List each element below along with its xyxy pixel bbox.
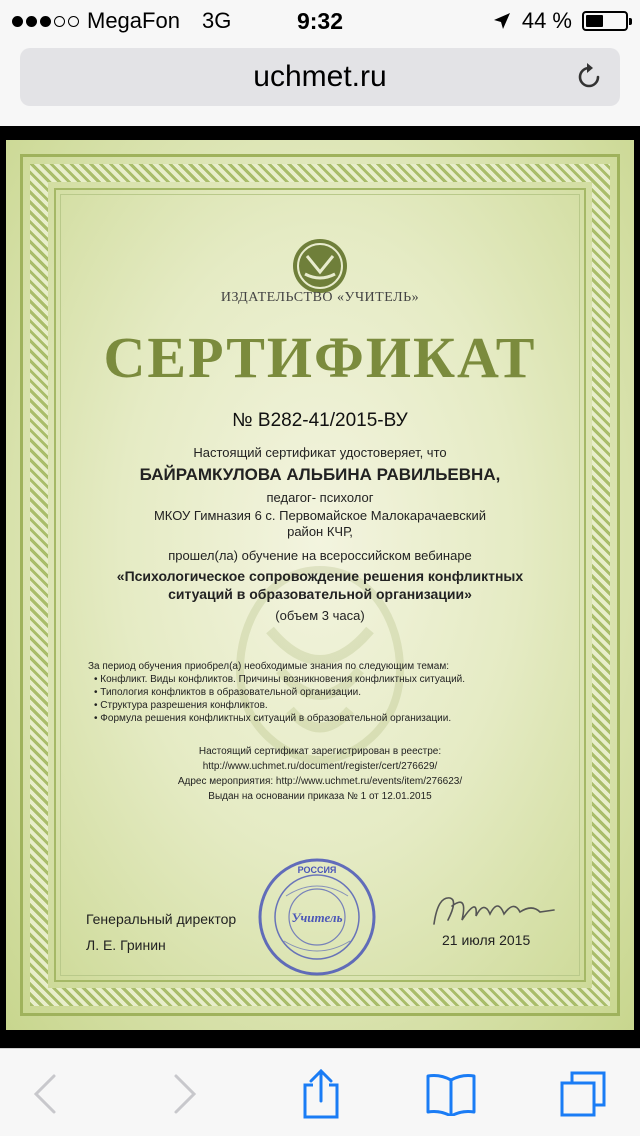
- registration-info: [6, 744, 634, 804]
- bookmarks-icon: [424, 1072, 478, 1116]
- register-url: http://www.uchmet.ru/document/register/cert/276629/: [202, 761, 438, 772]
- bookmarks-button[interactable]: [424, 1067, 478, 1121]
- forward-button[interactable]: [158, 1067, 212, 1121]
- back-button[interactable]: [18, 1067, 72, 1121]
- course-hours: (объем 3 часа): [275, 608, 365, 623]
- topic-item: • Типология конфликтов в образовательной организации.: [88, 686, 568, 699]
- signature-icon: [428, 886, 558, 936]
- address-bar[interactable]: [20, 48, 620, 106]
- share-icon: [299, 1067, 343, 1121]
- battery-percent: 44 %: [521, 8, 572, 33]
- network-type: 3G: [201, 8, 232, 33]
- recipient-organization-line2: район КЧР,: [287, 524, 353, 539]
- stamp-center-text: Учитель: [291, 910, 343, 925]
- director-name: Л. Е. Гринин: [86, 937, 166, 953]
- clock: 9:32: [296, 8, 344, 34]
- status-bar: [0, 0, 640, 40]
- topic-item: • Структура разрешения конфликтов.: [88, 699, 568, 712]
- certificate-number: № В282-41/2015-ВУ: [232, 410, 408, 431]
- course-title-line2: ситуаций в образовательной организации»: [168, 586, 472, 602]
- recipient-organization: МКОУ Гимназия 6 с. Первомайское Малокарачаевский: [153, 508, 487, 523]
- director-title: Генеральный директор: [86, 911, 237, 927]
- location-arrow-icon: [492, 11, 512, 31]
- tabs-button[interactable]: [556, 1067, 610, 1121]
- certifies-text: Настоящий сертификат удостоверяет, что: [193, 445, 447, 460]
- completed-text: прошел(ла) обучение на всероссийском вебинаре: [168, 548, 472, 563]
- registered-text: Настоящий сертификат зарегистрирован в реестре:: [198, 746, 442, 757]
- battery-icon: [582, 11, 628, 31]
- publisher-logo-icon: [290, 236, 350, 296]
- topics-intro: За период обучения приобрел(а) необходимые знания по следующим темам:: [88, 661, 449, 672]
- course-title: «Психологическое сопровождение решения конфликтных: [116, 568, 524, 584]
- certificate-title: СЕРТИФИКАТ: [103, 325, 537, 390]
- director-block: [86, 906, 236, 958]
- topics-section: [88, 660, 568, 725]
- topic-item: • Формула решения конфликтных ситуаций в образовательной организации.: [88, 712, 568, 725]
- reload-icon[interactable]: [574, 62, 604, 92]
- stamp-top-text: РОССИЯ: [297, 865, 337, 875]
- carrier-name: MegaFon: [87, 8, 180, 33]
- battery-fill: [586, 15, 603, 27]
- order-text: Выдан на основании приказа № 1 от 12.01.2015: [208, 791, 432, 802]
- url-text[interactable]: uchmet.ru: [253, 60, 387, 93]
- forward-chevron-icon: [170, 1072, 200, 1116]
- issue-date: 21 июля 2015: [442, 932, 531, 948]
- recipient-position: педагог- психолог: [266, 490, 374, 505]
- web-content[interactable]: [0, 126, 640, 1048]
- event-address: Адрес мероприятия: http://www.uchmet.ru/events/item/276623/: [177, 776, 463, 787]
- tabs-icon: [558, 1069, 608, 1119]
- topic-item: • Конфликт. Виды конфликтов. Причины возникновения конфликтных ситуаций.: [88, 673, 568, 686]
- certificate: [6, 140, 634, 1030]
- back-chevron-icon: [30, 1072, 60, 1116]
- share-button[interactable]: [294, 1067, 348, 1121]
- official-stamp-icon: [256, 856, 378, 978]
- recipient-name: БАЙРАМКУЛОВА АЛЬБИНА РАВИЛЬЕВНА,: [139, 465, 501, 484]
- publisher-name: ИЗДАТЕЛЬСТВО «УЧИТЕЛЬ»: [220, 290, 420, 305]
- browser-toolbar: [0, 1048, 640, 1136]
